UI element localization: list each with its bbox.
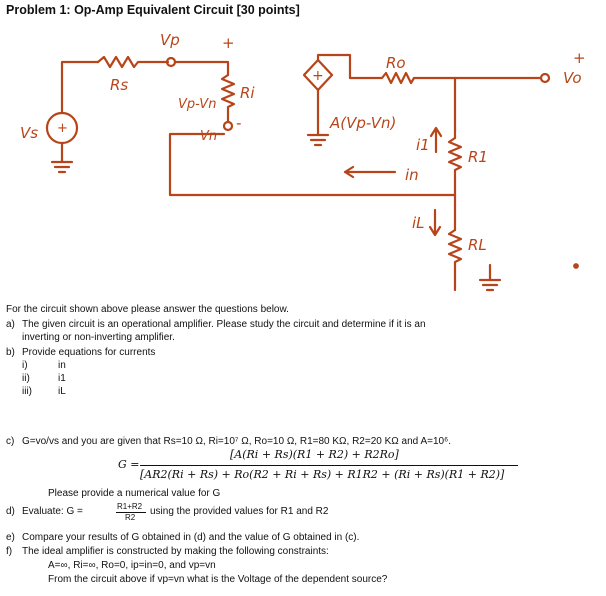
question-e bbox=[6, 531, 359, 544]
d-frac-num: R1+R2 bbox=[117, 502, 143, 511]
question-d-text-pre: Evaluate: G = bbox=[22, 506, 83, 517]
f-question: From the circuit above if vp=vn what is the Voltage of the dependent source? bbox=[48, 574, 388, 585]
wire-left-top bbox=[62, 62, 98, 112]
question-f-label: f) bbox=[6, 546, 13, 557]
c-formula-line bbox=[140, 465, 518, 466]
node-vn bbox=[224, 122, 232, 130]
label-ro: Ro bbox=[386, 54, 406, 72]
ro-resistor bbox=[350, 73, 540, 83]
label-ri: Ri bbox=[240, 84, 255, 102]
label-in: in bbox=[405, 166, 419, 184]
label-il: iL bbox=[412, 214, 425, 232]
question-a-text2: inverting or non-inverting amplifier. bbox=[22, 332, 175, 343]
question-e-text: Compare your results of G obtained in (d) and the value of G obtained in (c). bbox=[22, 532, 360, 543]
c-formula-denominator: [AR2(Ri + Rs) + Ro(R2 + Ri + Rs) + R1R2 + (Ri + Rs)(R1 + R2)] bbox=[140, 468, 505, 481]
label-rs: Rs bbox=[110, 76, 129, 94]
question-c-text: G=vo/vs and you are given that Rs=10 Ω, Ri=10⁷ Ω, Ro=10 Ω, R1=80 KΩ, R2=20 KΩ and A=10⁶. bbox=[22, 436, 451, 447]
label-rl: RL bbox=[468, 236, 487, 254]
label-vp-plus: + bbox=[222, 34, 235, 52]
question-a bbox=[6, 318, 426, 331]
label-vn-minus: - bbox=[236, 114, 242, 132]
label-vs-plus: + bbox=[57, 121, 68, 136]
label-vo: Vo bbox=[563, 69, 582, 87]
question-e-label: e) bbox=[6, 532, 15, 543]
question-d-text-post: using the provided values for R1 and R2 bbox=[150, 506, 329, 517]
rs-resistor bbox=[98, 57, 168, 67]
b-item-2: ii) i1 bbox=[22, 373, 66, 384]
i1-arrow bbox=[431, 128, 441, 152]
label-vp: Vp bbox=[160, 31, 180, 49]
question-d bbox=[6, 505, 83, 518]
d-frac-den: R2 bbox=[125, 513, 136, 522]
label-vpvn: Vp-Vn bbox=[178, 97, 217, 112]
label-vs: Vs bbox=[20, 124, 39, 142]
question-a-text: The given circuit is an operational amplifier. Please study the circuit and determine if it is an bbox=[22, 319, 426, 330]
question-f bbox=[6, 545, 329, 558]
question-b bbox=[6, 346, 155, 359]
problem-title: Problem 1: Op-Amp Equivalent Circuit [30 points] bbox=[6, 3, 300, 17]
c-after-text: Please provide a numerical value for G bbox=[48, 488, 221, 499]
il-arrow bbox=[430, 210, 440, 235]
dep-ground bbox=[308, 135, 328, 145]
c-formula-lhs: G = bbox=[118, 458, 140, 471]
question-a-label: a) bbox=[6, 319, 15, 330]
b-item-3: iii) iL bbox=[22, 386, 66, 397]
label-src-plus: + bbox=[312, 68, 324, 84]
label-vo-plus: + bbox=[573, 49, 586, 67]
r1-resistor bbox=[449, 138, 461, 210]
question-c-label: c) bbox=[6, 436, 15, 447]
c-formula-numerator: [A(Ri + Rs)(R1 + R2) + R2Ro] bbox=[230, 448, 399, 461]
question-b-text: Provide equations for currents bbox=[22, 347, 156, 358]
question-c bbox=[6, 435, 451, 448]
rl-resistor bbox=[449, 230, 461, 290]
label-vn: Vn bbox=[200, 129, 218, 144]
rl-ground bbox=[480, 265, 500, 290]
label-r1: R1 bbox=[468, 148, 488, 166]
ri-resistor bbox=[222, 75, 234, 122]
in-arrow bbox=[345, 167, 395, 177]
intro-text: For the circuit shown above please answer the questions below. bbox=[6, 304, 289, 315]
question-f-text: The ideal amplifier is constructed by making the following constraints: bbox=[22, 546, 329, 557]
node-vo bbox=[541, 74, 549, 82]
vs-ground bbox=[52, 162, 72, 172]
label-i1: i1 bbox=[416, 136, 430, 154]
f-constraints: A=∞, Ri=∞, Ro=0, ip=in=0, and vp=vn bbox=[48, 560, 216, 571]
b-item-1: i) in bbox=[22, 360, 66, 371]
question-b-label: b) bbox=[6, 347, 15, 358]
question-d-label: d) bbox=[6, 506, 15, 517]
label-dep-source: A(Vp-Vn) bbox=[330, 114, 397, 132]
